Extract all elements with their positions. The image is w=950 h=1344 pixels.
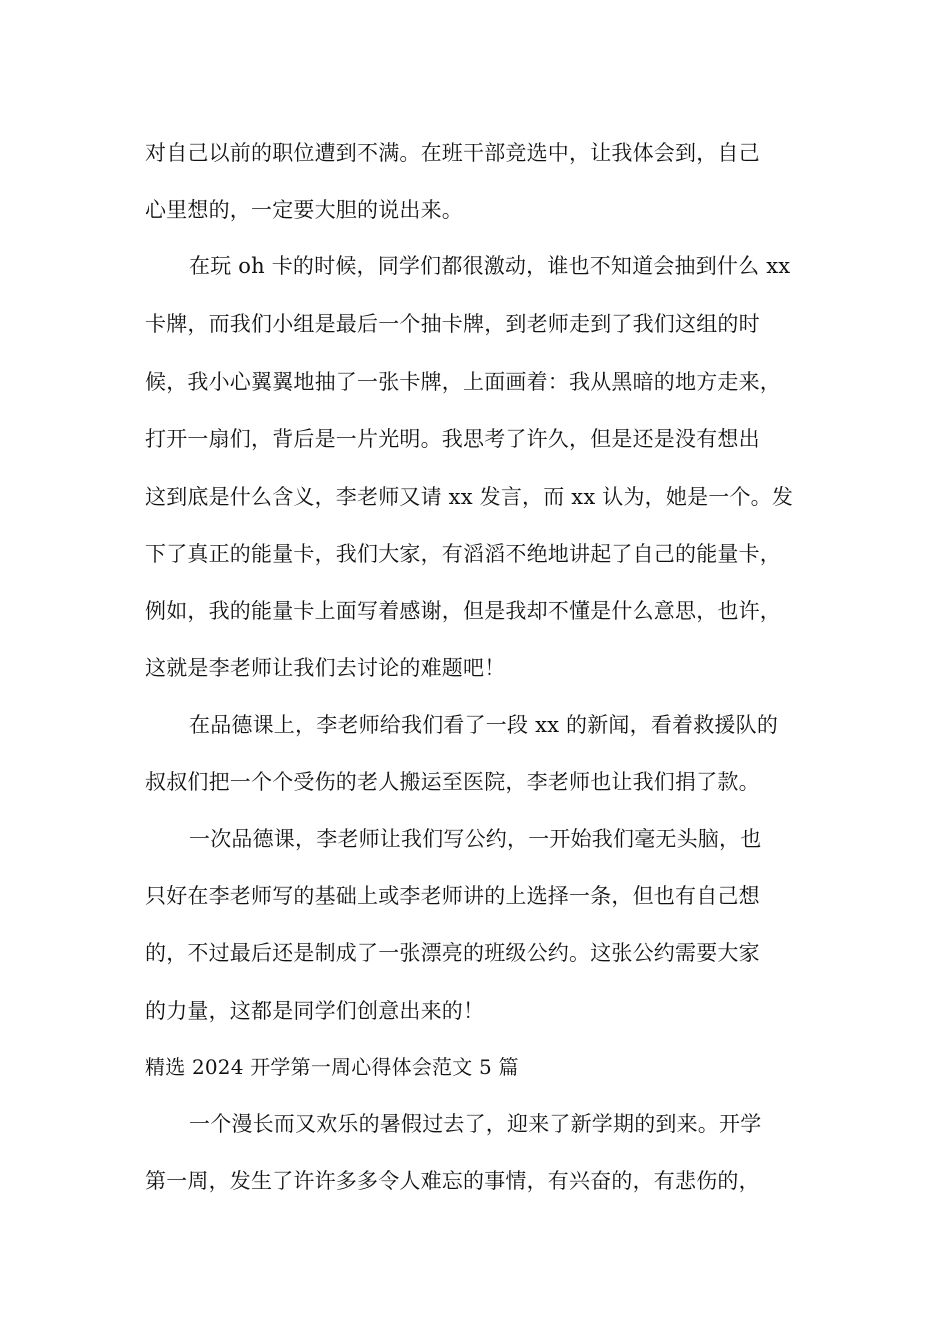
text-line: 这就是李老师让我们去讨论的难题吧！ [145,656,506,680]
paragraph-first-line: 在玩 oh 卡的时候，同学们都很激动，谁也不知道会抽到什么 xx [189,254,791,278]
text-line: 的力量，这都是同学们创意出来的！ [145,999,485,1023]
text-line: 对自己以前的职位遭到不满。在班干部竞选中，让我体会到，自己 [145,141,760,165]
text-line: 例如，我的能量卡上面写着感谢，但是我却不懂是什么意思，也许， [145,599,781,623]
text-line: 下了真正的能量卡，我们大家，有滔滔不绝地讲起了自己的能量卡， [145,542,781,566]
paragraph-first-line: 在品德课上，李老师给我们看了一段 xx 的新闻，看着救援队的 [189,713,779,737]
text-line: 打开一扇们，背后是一片光明。我思考了许久，但是还是没有想出 [145,427,760,451]
text-line: 卡牌，而我们小组是最后一个抽卡牌，到老师走到了我们这组的时 [145,312,760,336]
text-line: 这到底是什么含义，李老师又请 xx 发言，而 xx 认为，她是一个。发 [145,485,794,509]
text-line: 候，我小心翼翼地抽了一张卡牌，上面画着：我从黑暗的地方走来， [145,370,781,394]
paragraph-first-line: 一个漫长而又欢乐的暑假过去了，迎来了新学期的到来。开学 [189,1112,762,1136]
text-line: 叔叔们把一个个受伤的老人搬运至医院，李老师也让我们捐了款。 [145,770,760,794]
text-line: 只好在李老师写的基础上或李老师讲的上选择一条，但也有自己想 [145,884,760,908]
text-line: 第一周，发生了许许多多令人难忘的事情，有兴奋的，有悲伤的， [145,1169,760,1193]
text-line: 心里想的，一定要大胆的说出来。 [145,198,463,222]
paragraph-first-line: 一次品德课，李老师让我们写公约，一开始我们毫无头脑，也 [189,827,762,851]
section-heading: 精选 2024 开学第一周心得体会范文 5 篇 [145,1055,519,1079]
text-line: 的，不过最后还是制成了一张漂亮的班级公约。这张公约需要大家 [145,941,760,965]
